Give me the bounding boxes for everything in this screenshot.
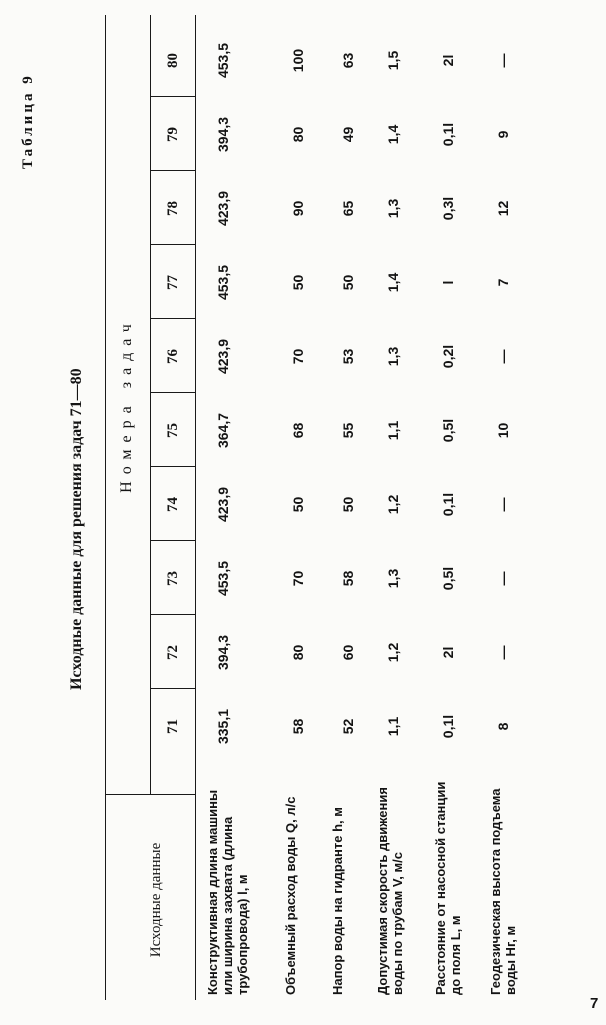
table-cell: — (495, 497, 511, 512)
table-cell: 423,9 (215, 486, 231, 523)
table-cell: 1,2 (385, 494, 401, 515)
table-cell: 70 (290, 348, 306, 365)
table-cell: 394,3 (215, 116, 231, 153)
table-cell: 80 (290, 644, 306, 661)
table-cell: 70 (290, 570, 306, 587)
table-number: Таблица 9 (20, 73, 36, 169)
table-cell: 58 (290, 718, 306, 735)
table-cell: 12 (495, 200, 511, 217)
column-number-77: 77 (165, 275, 181, 290)
table-cell: 1,3 (385, 198, 401, 219)
column-number-71: 71 (165, 719, 181, 734)
table-cell: 50 (340, 274, 356, 291)
table-cell: 60 (340, 644, 356, 661)
table-title: Исходные данные для решения задач 71—80 (68, 368, 85, 690)
table-top-rule (105, 15, 106, 1000)
row-label: Расстояние от насосной станции до поля L, м (433, 781, 463, 995)
table-cell: 423,9 (215, 338, 231, 375)
table-cell: 1,4 (385, 272, 401, 293)
table-cell: 50 (340, 496, 356, 513)
row-label: Конструктивная длина машины или ширина захвата (длина трубопровода) l, м (205, 789, 250, 995)
table-cell: 394,3 (215, 634, 231, 671)
table-cell: 423,9 (215, 190, 231, 227)
task-numbers-rule (150, 15, 151, 795)
table-cell: 80 (290, 126, 306, 143)
table-cell: l (440, 280, 456, 285)
table-cell: 0,5l (440, 566, 456, 591)
table-cell: 1,1 (385, 716, 401, 737)
table-cell: — (495, 53, 511, 68)
table-cell: 364,7 (215, 412, 231, 449)
table-cell: 55 (340, 422, 356, 439)
table-cell: — (495, 645, 511, 660)
table-cell: 58 (340, 570, 356, 587)
table-cell: 52 (340, 718, 356, 735)
column-number-79: 79 (165, 127, 181, 142)
row-label: Допустимая скорость движения воды по трубам V, м/с (375, 787, 405, 995)
table-cell: 68 (290, 422, 306, 439)
column-divider (150, 170, 195, 171)
table-cell: 0,2l (440, 344, 456, 369)
table-cell: 50 (290, 274, 306, 291)
column-number-74: 74 (165, 497, 181, 512)
table-cell: 0,5l (440, 418, 456, 443)
table-cell: 10 (495, 422, 511, 439)
column-number-73: 73 (165, 571, 181, 586)
table-cell: 2l (440, 646, 456, 659)
row-label: Объемный расход воды Q, л/с (283, 796, 298, 995)
column-divider (150, 318, 195, 319)
table-cell: 90 (290, 200, 306, 217)
table-cell: 2l (440, 54, 456, 67)
table-cell: 453,5 (215, 264, 231, 301)
column-divider (150, 466, 195, 467)
table-cell: 0,1l (440, 714, 456, 739)
table-cell: 100 (290, 48, 306, 73)
table-cell: 53 (340, 348, 356, 365)
table-cell: 9 (495, 130, 511, 139)
column-divider (150, 244, 195, 245)
table-cell: 49 (340, 126, 356, 143)
column-divider (150, 688, 195, 689)
header-task-numbers: Номера задач (118, 317, 135, 493)
header-bottom-rule (195, 15, 196, 1000)
table-cell: 1,4 (385, 124, 401, 145)
table-cell: 453,5 (215, 42, 231, 79)
table-cell: 7 (495, 278, 511, 287)
column-divider (150, 96, 195, 97)
column-number-80: 80 (165, 53, 181, 68)
column-number-78: 78 (165, 201, 181, 216)
table-cell: 1,2 (385, 642, 401, 663)
column-number-75: 75 (165, 423, 181, 438)
table-cell: 0,1l (440, 492, 456, 517)
table-cell: 1,1 (385, 420, 401, 441)
table-cell: 65 (340, 200, 356, 217)
table-cell: 0,1l (440, 122, 456, 147)
column-divider (150, 540, 195, 541)
table-cell: — (495, 349, 511, 364)
row-label: Напор воды на гидранте h, м (330, 807, 345, 995)
column-divider (150, 392, 195, 393)
column-divider (150, 614, 195, 615)
header-params: Исходные данные (148, 842, 164, 958)
table-cell: 1,3 (385, 346, 401, 367)
column-number-76: 76 (165, 349, 181, 364)
table-cell: — (495, 571, 511, 586)
table-cell: 50 (290, 496, 306, 513)
table-cell: 1,5 (385, 50, 401, 71)
column-number-72: 72 (165, 645, 181, 660)
page-number: 7 (590, 995, 599, 1012)
table-cell: 8 (495, 722, 511, 731)
table-cell: 453,5 (215, 560, 231, 597)
table-cell: 1,3 (385, 568, 401, 589)
table-cell: 335,1 (215, 708, 231, 745)
row-label: Геодезическая высота подъема воды Hг, м (488, 788, 518, 995)
table-cell: 63 (340, 52, 356, 69)
table-cell: 0,3l (440, 196, 456, 221)
